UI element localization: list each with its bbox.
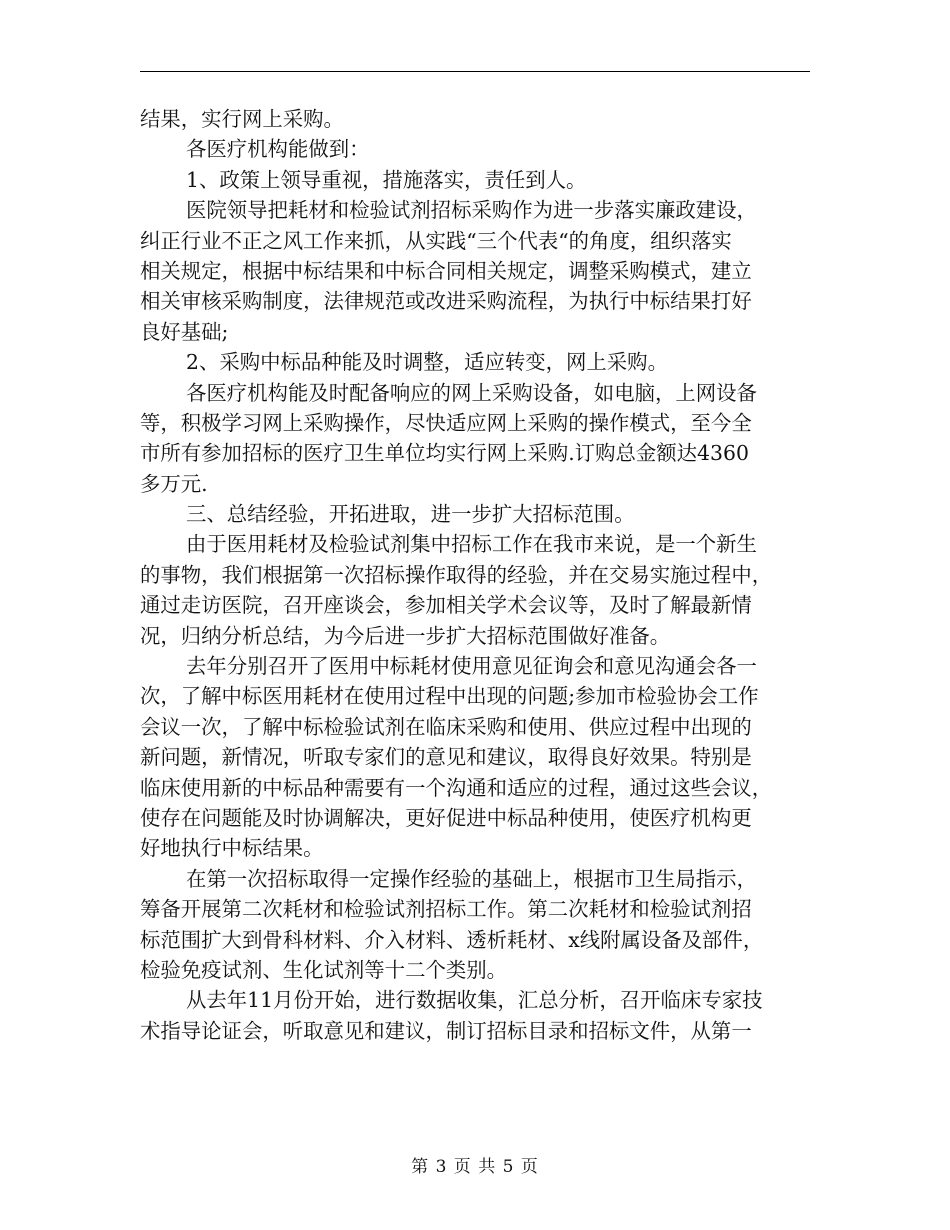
paragraph-5-line-1: 等，积极学习网上采购操作，尽快适应网上采购的操作模式，至今全 xyxy=(140,410,752,435)
paragraph-5-line-3: 多万元. xyxy=(140,471,208,496)
paragraph-3-line-0: 医院领导把耗材和检验试剂招标采购作为进一步落实廉政建设， xyxy=(186,198,757,223)
paragraph-3-line-3: 相关审核采购制度，法律规范或改进采购流程，为执行中标结果打好 xyxy=(140,289,752,314)
paragraph-0-line-0: 结果，实行网上采购。 xyxy=(140,107,344,131)
paragraph-1-line-0: 各医疗机构能做到： xyxy=(186,137,370,162)
document-body xyxy=(140,104,810,1046)
paragraph-7-line-2: 通过走访医院，召开座谈会，参加相关学术会议等，及时了解最新情 xyxy=(140,593,752,618)
paragraph-9-line-2: 标范围扩大到骨科材料、介入材料、透析耗材、x线附属设备及部件， xyxy=(140,927,764,952)
paragraph-8-line-2: 会议一次，了解中标检验试剂在临床采购和使用、供应过程中出现的 xyxy=(140,714,752,739)
paragraph-5-line-0: 各医疗机构能及时配备响应的网上采购设备，如电脑，上网设备 xyxy=(186,380,757,405)
paragraph-3-line-1: 纠正行业不正之风工作来抓，从实践“三个代表“的角度，组织落实 xyxy=(140,228,732,253)
paragraph-9-line-1: 筹备开展第二次耗材和检验试剂招标工作。第二次耗材和检验试剂招 xyxy=(140,897,752,922)
paragraph-4-line-0: 2、采购中标品种能及时调整，适应转变，网上采购。 xyxy=(186,350,668,375)
paragraph-7-line-1: 的事物，我们根据第一次招标操作取得的经验，并在交易实施过程中， xyxy=(140,562,773,587)
paragraph-3-line-2: 相关规定，根据中标结果和中标合同相关规定，调整采购模式，建立 xyxy=(140,258,752,283)
paragraph-8-line-0: 去年分别召开了医用中标耗材使用意见征询会和意见沟通会各一 xyxy=(186,654,757,679)
page-footer: 第 3 页 共 5 页 xyxy=(411,1157,539,1177)
paragraph-9-line-0: 在第一次招标取得一定操作经验的基础上，根据市卫生局指示， xyxy=(186,866,757,891)
paragraph-7-line-0: 由于医用耗材及检验试剂集中招标工作在我市来说，是一个新生 xyxy=(186,532,757,557)
paragraph-8-line-1: 次，了解中标医用耗材在使用过程中出现的问题;参加市检验协会工作 xyxy=(140,684,759,709)
paragraph-8-line-4: 临床使用新的中标品种需要有一个沟通和适应的过程，通过这些会议， xyxy=(140,775,773,800)
paragraph-2-line-0: 1、政策上领导重视，措施落实，责任到人。 xyxy=(186,167,587,192)
paragraph-9-line-3: 检验免疫试剂、生化试剂等十二个类别。 xyxy=(140,957,508,982)
paragraph-8-line-6: 好地执行中标结果。 xyxy=(140,836,324,861)
paragraph-3-line-4: 良好基础; xyxy=(140,319,229,344)
paragraph-10-line-0: 从去年11月份开始，进行数据收集，汇总分析，召开临床专家技 xyxy=(186,988,763,1013)
header-rule xyxy=(140,71,810,72)
paragraph-10-line-1: 术指导论证会，听取意见和建议，制订招标目录和招标文件，从第一 xyxy=(140,1018,752,1043)
paragraph-7-line-3: 况，归纳分析总结，为今后进一步扩大招标范围做好准备。 xyxy=(140,623,671,648)
paragraph-6-line-0: 三、总结经验，开拓进取，进一步扩大招标范围。 xyxy=(186,502,635,527)
paragraph-5-line-2: 市所有参加招标的医疗卫生单位均实行网上采购.订购总金额达4360 xyxy=(140,441,749,466)
paragraph-8-line-5: 使存在问题能及时协调解决，更好促进中标品种使用，使医疗机构更 xyxy=(140,805,752,830)
paragraph-8-line-3: 新问题，新情况，听取专家们的意见和建议，取得良好效果。特别是 xyxy=(140,745,752,770)
